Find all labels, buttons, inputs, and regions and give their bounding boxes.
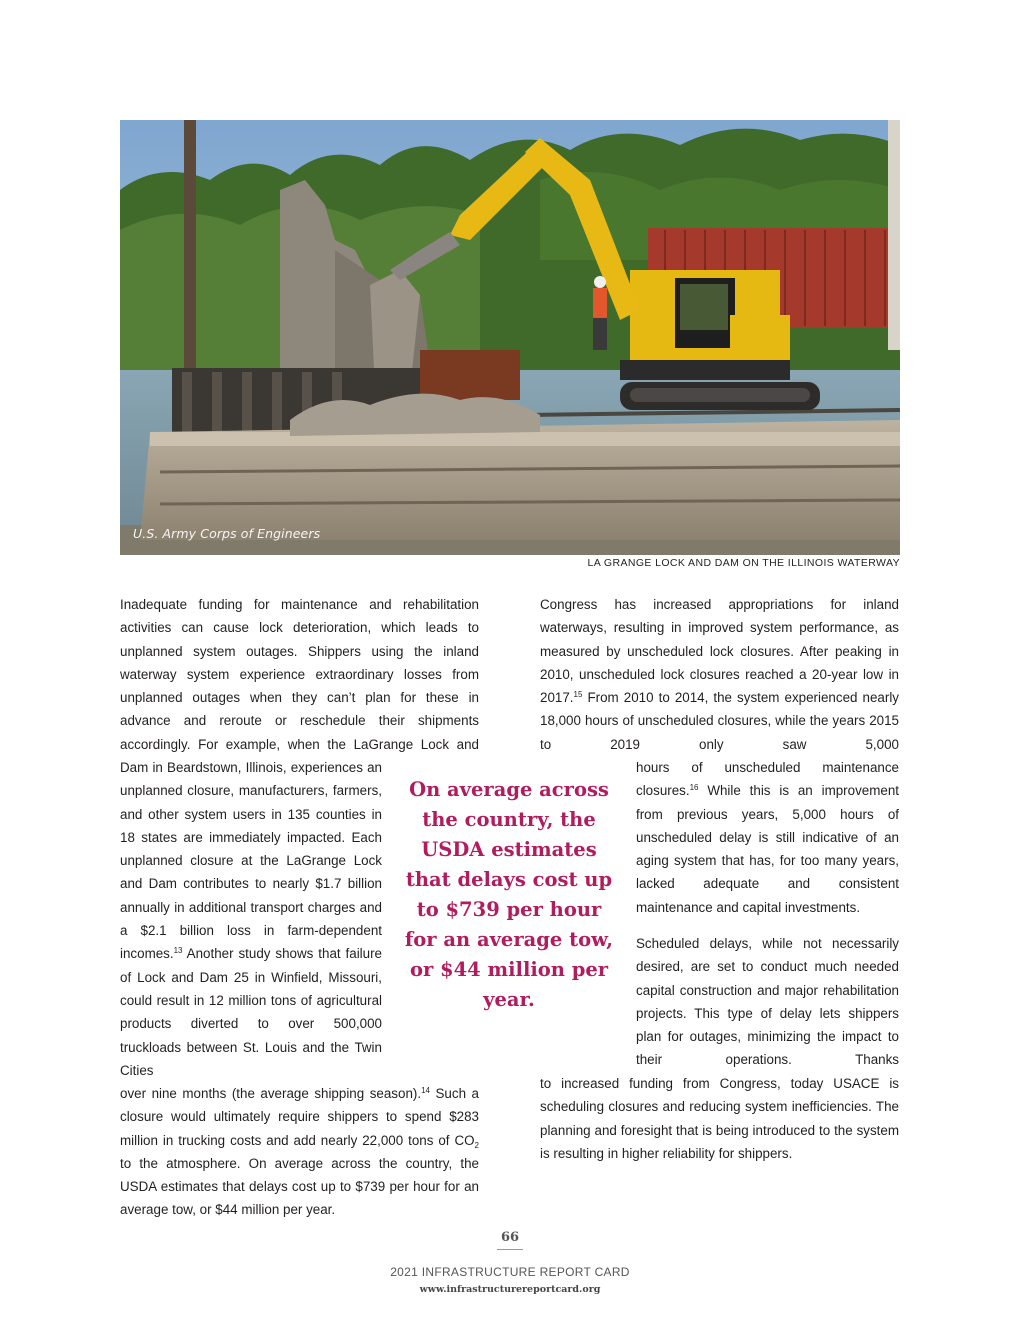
right-column-bottom xyxy=(540,1072,899,1165)
left-column-bottom xyxy=(120,1082,479,1222)
page-number: 66 xyxy=(500,1230,520,1245)
text-span: From 2010 to 2014, the system experienced nearly 18,000 hours of unscheduled closures, while the years 2015 to 2019 only saw 5,000 xyxy=(540,690,899,752)
footnote-ref: 16 xyxy=(689,783,699,793)
photo-illustration xyxy=(120,120,900,555)
paragraph xyxy=(120,1082,479,1222)
text-span: Such a closure would ultimately require shippers to spend $283 million in trucking costs and add nearly 22,000 tons of CO xyxy=(120,1086,479,1148)
text-span: Another study shows that failure of Lock and Dam 25 in Winfield, Missouri, could result in 12 million tons of agricultural products diverted to over 500,000 truckloads between St. Louis and the Twin Cities xyxy=(120,946,382,1078)
text-span: Dam in Beardstown, Illinois, experiences an unplanned closure, manufacturers, farmers, and other system users in 135 counties in 18 states are immediately impacted. Each unplanned closure at the LaGrange Lock and Dam contributes to nearly $1.7 billion annually in additional transport charges and a $2.1 billion loss in farm-dependent incomes. xyxy=(120,760,382,962)
subscript: 2 xyxy=(474,1140,479,1150)
text-span: over nine months (the average shipping season). xyxy=(120,1086,422,1101)
left-column-top xyxy=(120,593,479,756)
text-span: hours of unscheduled maintenance closures. xyxy=(636,760,899,799)
footer-url[interactable]: www.infrastructurereportcard.org xyxy=(419,1284,601,1295)
left-column-wrap xyxy=(120,756,382,1082)
text-span: While this is an improvement from previous years, 5,000 hours of unscheduled delay is still indicative of an aging system that has, for too many years, lacked adequate and consistent maintenance and capital investments. xyxy=(636,783,899,915)
paragraph xyxy=(636,756,899,919)
footnote-ref: 13 xyxy=(173,946,183,956)
photo-credit: U.S. Army Corps of Engineers xyxy=(133,526,321,541)
lock-and-dam-photo xyxy=(120,120,900,555)
pull-quote: On average across the country, the USDA estimates that delays cost up to $739 per hour for an average tow, or $44 million per year. xyxy=(404,778,614,1011)
text-span: Congress has increased appropriations for inland waterways, resulting in improved system performance, as measured by unscheduled lock closures. After peaking in 2010, unscheduled lock closures reached a 20-year low in 2017. xyxy=(540,597,899,706)
paragraph: Inadequate funding for maintenance and rehabilitation activities can cause lock deterioration, which leads to unplanned system outages. Shippers using the inland waterway system experience extraordinary losses from unplanned outages when they can’t plan for these in advance and reroute or reschedule their shipments accordingly. For example, when the LaGrange Lock and xyxy=(120,597,479,752)
paragraph: Scheduled delays, while not necessarily desired, are set to conduct much needed capital construction and major rehabilitation projects. This type of delay lets shippers plan for outages, minimizing the impact to their operations. Thanks xyxy=(636,936,899,1068)
footnote-ref: 15 xyxy=(573,690,583,700)
page-number-rule xyxy=(497,1249,523,1250)
right-column-top xyxy=(540,593,899,756)
footer-title: 2021 INFRASTRUCTURE REPORT CARD xyxy=(390,1265,630,1279)
photo-caption: LA GRANGE LOCK AND DAM ON THE ILLINOIS WATERWAY xyxy=(587,557,900,569)
text-span: to the atmosphere. On average across the country, the USDA estimates that delays cost up to $739 per hour for an average tow, or $44 million per year. xyxy=(120,1155,479,1218)
right-column-wrap-1 xyxy=(636,756,899,919)
right-column-wrap-2 xyxy=(636,932,899,1072)
paragraph xyxy=(120,756,382,1082)
paragraph xyxy=(540,593,899,756)
footnote-ref: 14 xyxy=(421,1086,430,1095)
paragraph: to increased funding from Congress, today USACE is scheduling closures and reducing system inefficiencies. The planning and foresight that is being introduced to the system is resulting in higher reliability for shippers. xyxy=(540,1076,899,1161)
